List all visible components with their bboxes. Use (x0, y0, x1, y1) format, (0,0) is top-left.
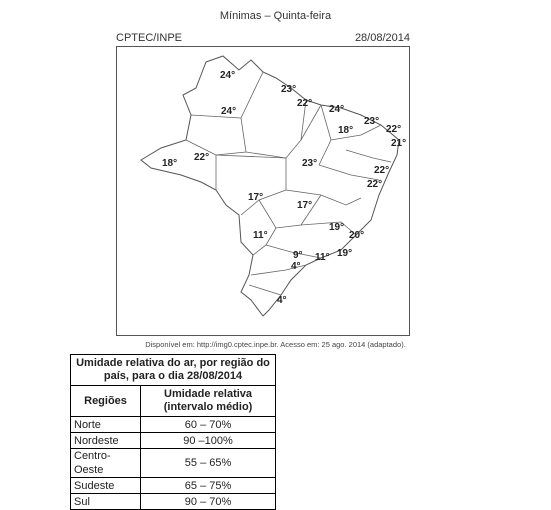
temp-label: 22° (374, 165, 390, 176)
region-cell: Centro-Oeste (71, 449, 141, 478)
region-cell: Sul (71, 494, 141, 510)
source-caption: Disponível em: http://img0.cptec.inpe.br. Acesso em: 25 ago. 2014 (adaptado). (145, 340, 406, 349)
map-title: Mínimas – Quinta-feira (219, 10, 332, 22)
temp-label: 9° (293, 250, 303, 261)
temp-label: 17° (297, 200, 313, 211)
table-row (71, 449, 276, 478)
temp-label: 24° (329, 104, 345, 115)
temp-label: 19° (337, 248, 353, 259)
table-title: Umidade relativa do ar, por região do país, para o dia 28/08/2014 (71, 355, 276, 386)
humidity-cell: 90 – 70% (141, 494, 276, 510)
table-row (71, 494, 276, 510)
humidity-cell: 55 – 65% (141, 449, 276, 478)
humidity-cell: 65 – 75% (141, 478, 276, 494)
table-row (71, 478, 276, 494)
temp-label: 22° (386, 124, 402, 135)
table-row (71, 433, 276, 449)
humidity-cell: 90 –100% (141, 433, 276, 449)
temp-label: 4° (291, 261, 301, 272)
temp-label: 22° (194, 152, 210, 163)
region-cell: Sudeste (71, 478, 141, 494)
temp-label: 18° (162, 158, 178, 169)
temp-label: 22° (297, 98, 313, 109)
temp-label: 22° (367, 179, 383, 190)
humidity-table (70, 354, 276, 510)
temp-label: 20° (349, 230, 365, 241)
temp-label: 24° (221, 106, 237, 117)
date-label: 28/08/2014 (354, 32, 410, 44)
humidity-cell: 60 – 70% (141, 417, 276, 433)
temp-label: 17° (248, 192, 264, 203)
temp-label: 11° (315, 252, 330, 263)
region-cell: Norte (71, 417, 141, 433)
table-row (71, 417, 276, 433)
temp-label: 11° (253, 230, 268, 241)
column-header-region: Regiões (71, 386, 141, 417)
temp-label: 23° (302, 158, 318, 169)
temp-label: 21° (391, 138, 407, 149)
temp-label: 23° (364, 116, 380, 127)
brazil-outline (141, 56, 402, 316)
temp-label: 19° (329, 222, 345, 233)
brazil-map (117, 47, 409, 335)
region-cell: Nordeste (71, 433, 141, 449)
map-frame (116, 46, 410, 336)
temp-label: 24° (220, 70, 236, 81)
source-label: CPTEC/INPE (116, 32, 183, 44)
temp-label: 18° (338, 125, 354, 136)
column-header-humidity: Umidade relativa (intervalo médio) (141, 386, 276, 417)
temp-label: 4° (277, 295, 287, 306)
temp-label: 23° (281, 84, 297, 95)
